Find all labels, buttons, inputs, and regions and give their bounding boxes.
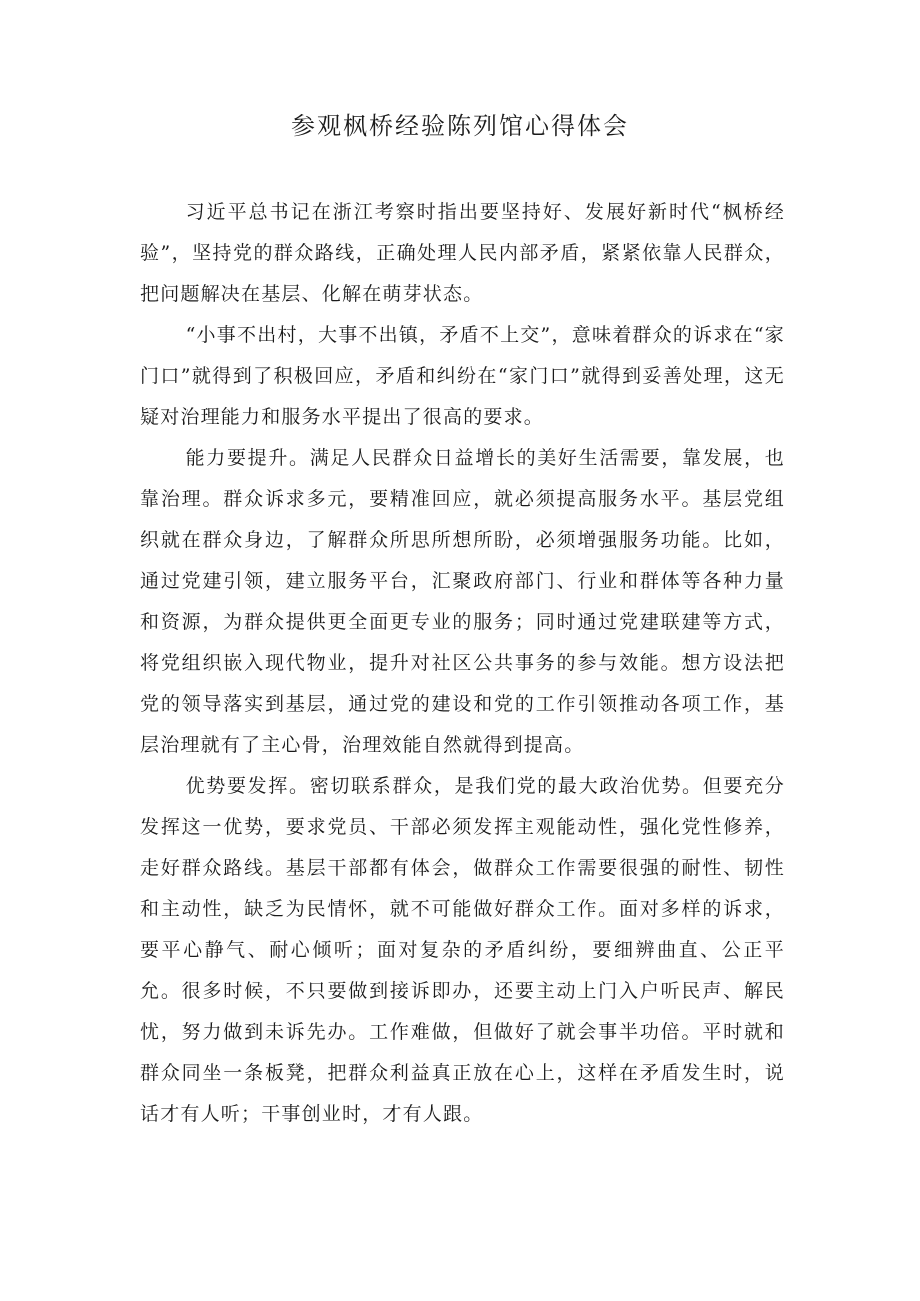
- document-body: [140, 192, 785, 1135]
- paragraph-2: “小事不出村，大事不出镇，矛盾不上交”，意味着群众的诉求在“家门口”就得到了积极回应，矛盾和纠纷在“家门口”就得到妥善处理，这无疑对治理能力和服务水平提出了很高的要求。: [140, 324, 785, 428]
- paragraph-3: 能力要提升。满足人民群众日益增长的美好生活需要，靠发展，也靠治理。群众诉求多元，要精准回应，就必须提高服务水平。基层党组织就在群众身边，了解群众所思所想所盼，必须增强服务功能。比如，通过党建引领，建立服务平台，汇聚政府部门、行业和群体等各种力量和资源，为群众提供更全面更专业的服务；同时通过党建联建等方式，将党组织嵌入现代物业，提升对社区公共事务的参与效能。想方设法把党的领导落实到基层，通过党的建设和党的工作引领推动各项工作，基层治理就有了主心骨，治理效能自然就得到提高。: [140, 447, 785, 756]
- paragraph-1: 习近平总书记在浙江考察时指出要坚持好、发展好新时代“枫桥经验”，坚持党的群众路线，正确处理人民内部矛盾，紧紧依靠人民群众，把问题解决在基层、化解在萌芽状态。: [140, 201, 785, 305]
- paragraph-4: 优势要发挥。密切联系群众，是我们党的最大政治优势。但要充分发挥这一优势，要求党员、干部必须发挥主观能动性，强化党性修养，走好群众路线。基层干部都有体会，做群众工作需要很强的耐性、韧性和主动性，缺乏为民情怀，就不可能做好群众工作。面对多样的诉求，要平心静气、耐心倾听；面对复杂的矛盾纠纷，要细辨曲直、公正平允。很多时候，不只要做到接诉即办，还要主动上门入户听民声、解民忧，努力做到未诉先办。工作难做，但做好了就会事半功倍。平时就和群众同坐一条板凳，把群众利益真正放在心上，这样在矛盾发生时，说话才有人听；干事创业时，才有人跟。: [140, 775, 785, 1125]
- document-title: 参观枫桥经验陈列馆心得体会: [291, 112, 629, 140]
